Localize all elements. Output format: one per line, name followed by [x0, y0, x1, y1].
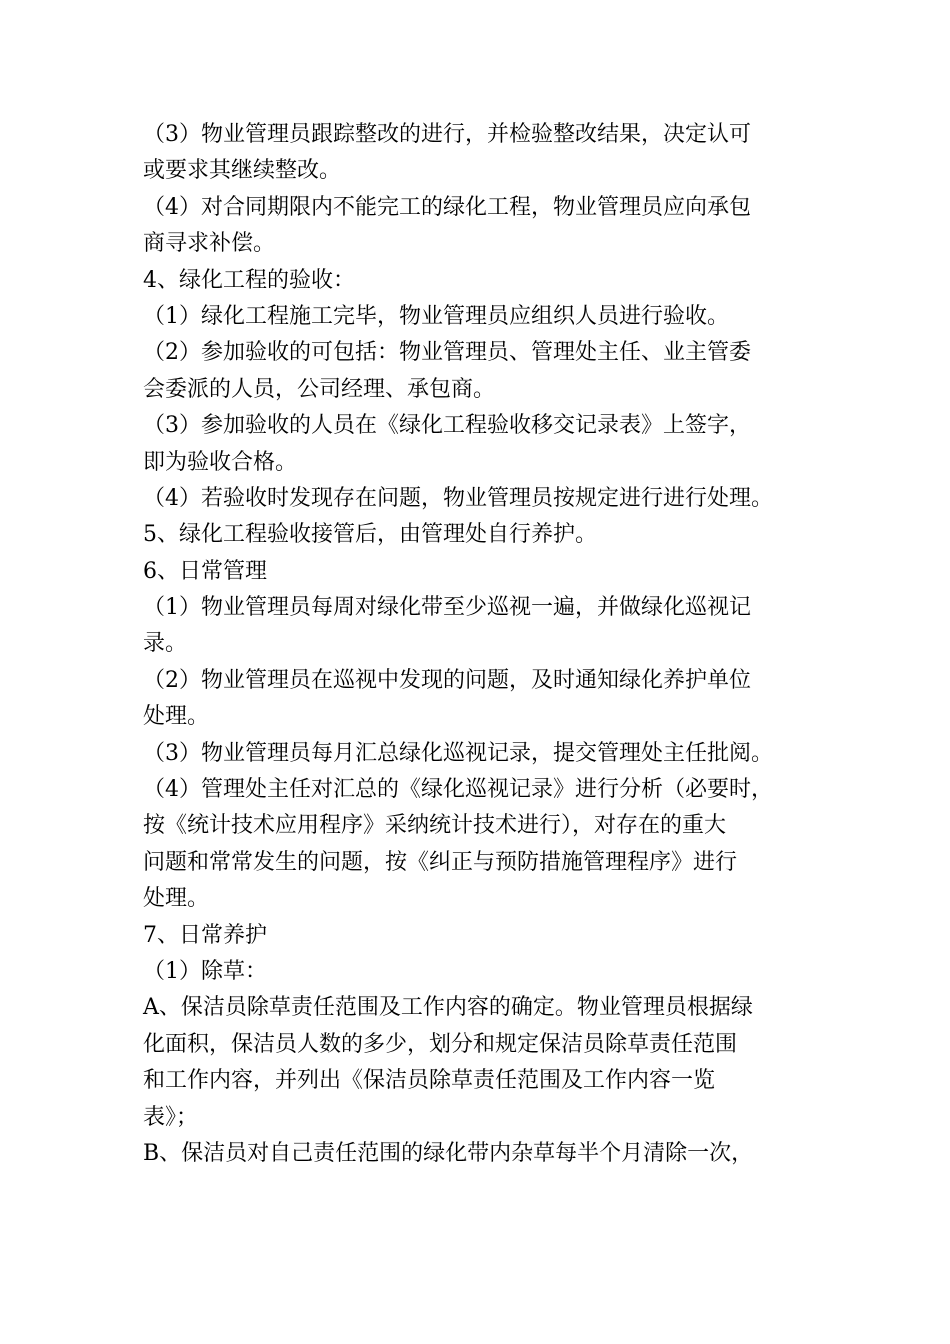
text-line: A、保洁员除草责任范围及工作内容的确定。物业管理员根据绿 [143, 995, 753, 1021]
text-line: 和工作内容，并列出《保洁员除草责任范围及工作内容一览 [143, 1068, 716, 1094]
section-heading: 5、绿化工程验收接管后，由管理处自行养护。 [143, 522, 597, 548]
text-line: 或要求其继续整改。 [143, 158, 342, 184]
section-heading: 7、日常养护 [143, 922, 267, 948]
text-line: 化面积，保洁员人数的多少，划分和规定保洁员除草责任范围 [143, 1031, 738, 1057]
text-line: 会委派的人员，公司经理、承包商。 [143, 376, 496, 402]
text-line: 处理。 [143, 886, 210, 912]
text-line: 按《统计技术应用程序》采纳统计技术进行），对存在的重大 [143, 813, 727, 839]
text-line: 录。 [143, 631, 188, 657]
text-line: （1）绿化工程施工完毕，物业管理员应组织人员进行验收。 [143, 303, 729, 329]
text-line: 商寻求补偿。 [143, 231, 276, 257]
text-line: （1）物业管理员每周对绿化带至少巡视一遍，并做绿化巡视记 [143, 595, 751, 621]
text-line: （4）若验收时发现存在问题，物业管理员按规定进行进行处理。 [143, 485, 773, 511]
text-line: （3）物业管理员跟踪整改的进行，并检验整改结果，决定认可 [143, 122, 751, 147]
section-heading: 6、日常管理 [143, 558, 267, 584]
text-line: （4）对合同期限内不能完工的绿化工程，物业管理员应向承包 [143, 194, 751, 220]
text-line: （4）管理处主任对汇总的《绿化巡视记录》进行分析（必要时， [143, 777, 773, 803]
text-line: 处理。 [143, 704, 210, 730]
text-line: （2）参加验收的可包括：物业管理员、管理处主任、业主管委 [143, 340, 751, 366]
text-line: 问题和常常发生的问题，按《纠正与预防措施管理程序》进行 [143, 849, 738, 875]
text-line: （3）参加验收的人员在《绿化工程验收移交记录表》上签字， [143, 413, 751, 439]
document-body [143, 117, 823, 1172]
text-line: 表》； [143, 1104, 199, 1130]
text-line: （2）物业管理员在巡视中发现的问题，及时通知绿化养护单位 [143, 667, 751, 693]
section-heading: 4、绿化工程的验收： [143, 267, 355, 293]
text-line: B、保洁员对自己责任范围的绿化带内杂草每半个月清除一次， [143, 1140, 754, 1166]
text-line: 即为验收合格。 [143, 449, 298, 475]
text-line: （3）物业管理员每月汇总绿化巡视记录，提交管理处主任批阅。 [143, 740, 773, 766]
text-line: （1）除草： [143, 958, 267, 984]
